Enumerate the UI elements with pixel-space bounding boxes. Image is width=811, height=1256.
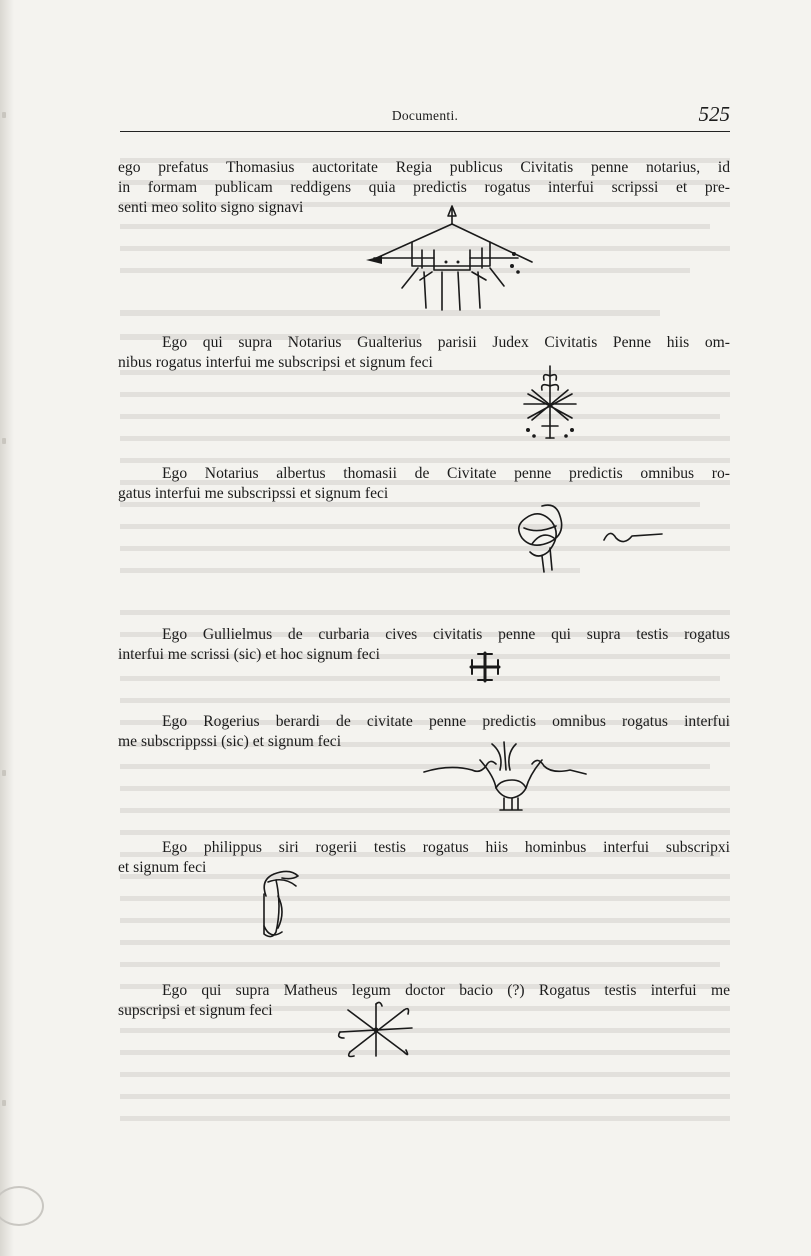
signum-cross-icon [468, 650, 502, 684]
text-line: interfui me scrissi (sic) et hoc signum feci [118, 646, 380, 663]
text-line: Ego Rogerius berardi de civitate penne predictis omnibus rogatus interfui [162, 713, 730, 730]
text-line: et signum feci [118, 859, 207, 876]
text-line: supscripsi et signum feci [118, 1002, 273, 1019]
binding-hole-mark [2, 112, 6, 118]
running-title: Documenti. [391, 108, 459, 123]
running-header [120, 102, 730, 130]
binding-hole-mark [2, 1100, 6, 1106]
subscription-entry [118, 838, 730, 878]
signum-star-icon [336, 1000, 416, 1060]
page-edge-shadow [0, 0, 14, 1256]
signum-flourish-icon [252, 866, 312, 942]
subscription-entry [118, 625, 730, 665]
text-line: gatus interfui me subscripssi et signum feci [118, 485, 389, 502]
text-line: nibus rogatus interfui me subscripsi et signum feci [118, 354, 433, 371]
notarial-signum-house-icon [362, 202, 532, 312]
page-number: 525 [698, 102, 730, 126]
text-line: Ego qui supra Matheus legum doctor bacio (?) Rogatus testis interfui me [162, 982, 730, 999]
text-line: ego prefatus Thomasius auctoritate Regia publicus Civitatis penne notarius, id [118, 159, 730, 176]
text-line: Ego qui supra Notarius Gualterius parisii Judex Civitatis Penne hiis om- [162, 334, 730, 351]
text-line: Ego Notarius albertus thomasii de Civitate penne predictis omnibus ro- [162, 465, 730, 482]
text-line: Ego philippus siri rogerii testis rogatus hiis hominbus interfui subscripxi [162, 839, 730, 856]
text-line: me subscrippssi (sic) et signum feci [118, 733, 342, 750]
signum-lily-icon [420, 740, 590, 814]
text-line: senti meo solito signo signavi [118, 199, 304, 216]
signum-branch-star-icon [520, 364, 580, 442]
binder-ring-shadow [0, 1186, 44, 1226]
subscription-entry [118, 981, 730, 1021]
binding-hole-mark [2, 438, 6, 444]
signum-knot-icon [512, 498, 672, 578]
header-rule [120, 131, 730, 132]
binding-hole-mark [2, 770, 6, 776]
subscription-entry [118, 333, 730, 373]
text-line: in formam publicam reddigens quia predictis rogatus interfui scripssi et pre- [118, 179, 730, 196]
text-line: Ego Gullielmus de curbaria cives civitatis penne qui supra testis rogatus [162, 626, 730, 643]
